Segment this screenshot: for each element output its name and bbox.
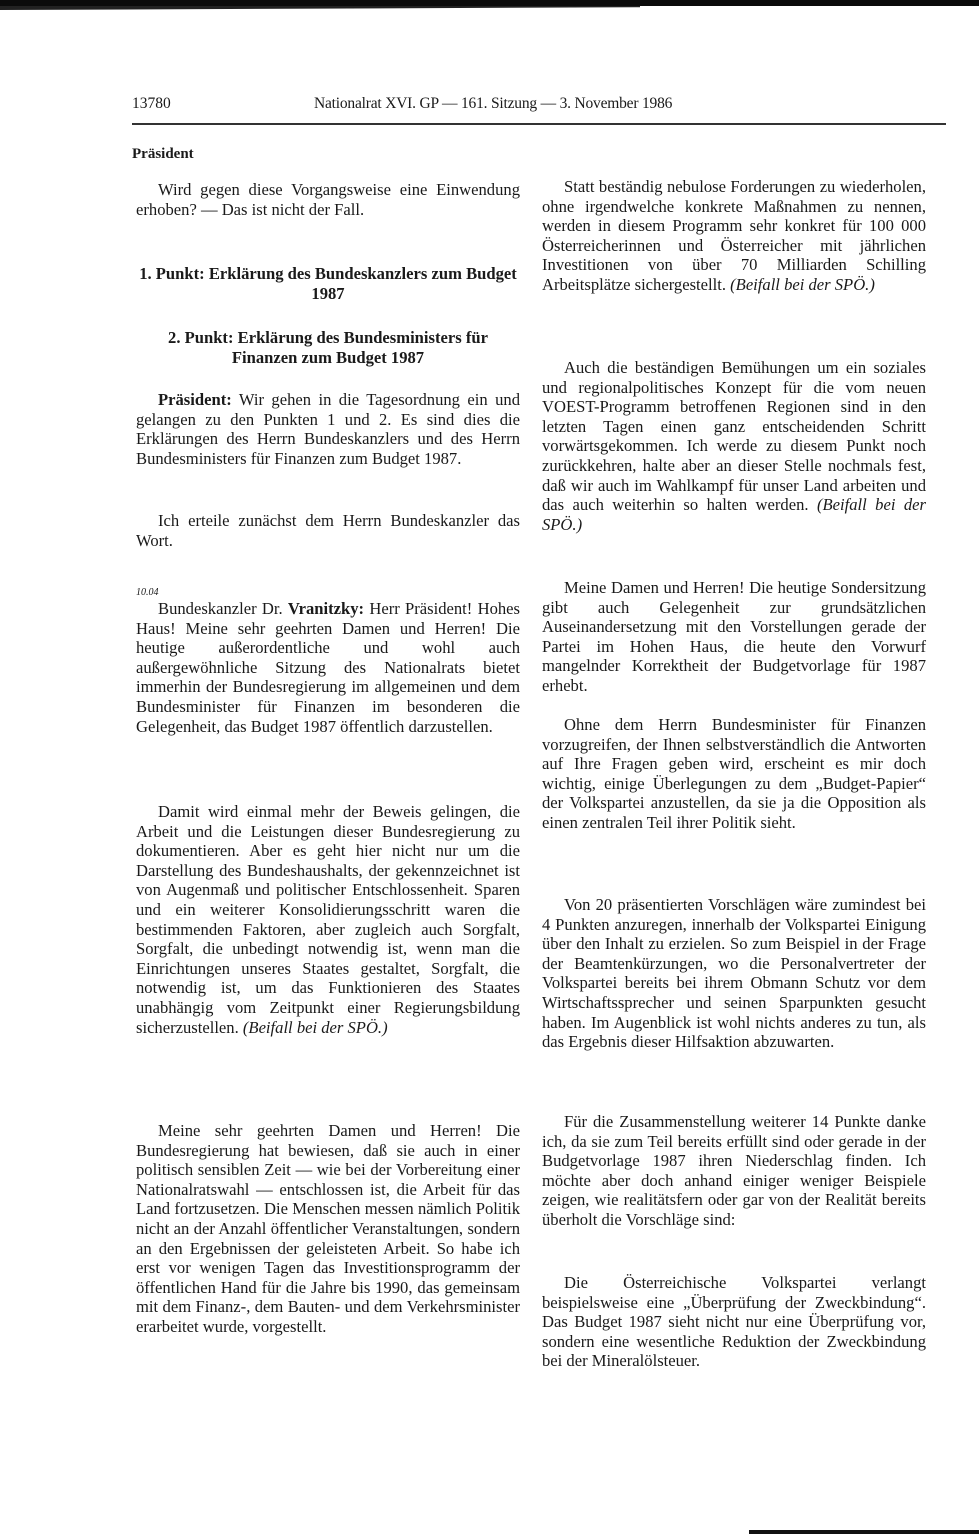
speaker-heading: Präsident <box>132 146 194 162</box>
running-head: Nationalrat XVI. GP — 161. Sitzung — 3. November 1986 <box>314 95 673 112</box>
paragraph-text: Damit wird einmal mehr der Beweis gelingen, die Arbeit und die Leistungen dieser Bundesregierung zu dokumentieren. Aber es geht hier nicht nur um die Darstellung des Bundeshaushalts, der gekennzeichnet ist von Augenmaß und politischer Entschlossenheit. Sparen und ein weiterer Konsolidierungsschritt waren die bestimmenden Faktoren, aber zugleich auch Sorgfalt, Sorgfalt, die unbedingt notwendig ist, wenn man die Einrichtungen unseres Staates gestaltet, Sorgfalt, die notwendig ist, um das Funktionieren des Staates unabhängig vom Zeitpunkt einer Regierungsbildung sicherzustellen. <box>136 802 520 1037</box>
paragraph: Meine Damen und Herren! Die heutige Sondersitzung gibt auch Gelegenheit zur grundsätzlichen Auseinandersetzung mit den Vorstellungen gerade der Partei im Hohen Haus, die heute den Vorwurf mangelnder Korrektheit der Budgetvorlage für 1987 erhebt. <box>542 578 926 695</box>
paragraph <box>136 802 520 1037</box>
page-number: 13780 <box>132 95 171 112</box>
paragraph-president <box>136 390 520 468</box>
paragraph <box>542 177 926 295</box>
paragraph: Die Österreichische Volkspartei verlangt beispielsweise eine „Überprüfung der Zweckbindung“. Das Budget 1987 sieht nicht nur eine Überprüfung vor, sondern eine wesentliche Reduktion der Zweckbindung bei der Mineralölsteuer. <box>542 1273 926 1371</box>
page-header <box>132 93 946 117</box>
speaker-name: Präsident: <box>158 390 232 409</box>
paragraph: Meine sehr geehrten Damen und Herren! Die Bundesregierung hat bewiesen, daß sie auch in einer politisch sensiblen Zeit — wie bei der Vorbereitung einer Nationalratswahl — entschlossen ist, die Arbeit für das Land fortzusetzen. Die Menschen messen nämlich Politik nicht an der Anzahl öffentlicher Veranstaltungen, sondern an den Ergebnissen der geleisteten Arbeit. So habe ich erst vor wenigen Tagen das Investitionsprogramm der öffentlichen Hand für die Jahre bis 1990, das gemeinsam mit dem Finanz-, dem Bauten- und dem Verkehrsminister erarbeitet wurde, vorgestellt. <box>136 1121 520 1336</box>
paragraph: Ich erteile zunächst dem Herrn Bundeskanzler das Wort. <box>136 511 520 550</box>
scan-border-shadow <box>0 6 640 10</box>
scan-border-bottom <box>749 1530 979 1534</box>
scan-border-top <box>0 0 979 6</box>
paragraph: Für die Zusammenstellung weiterer 14 Punkte danke ich, da sie zum Teil bereits erfüllt sind oder gerade in der Budgetvorlage 1987 ihren Niederschlag finden. Ich möchte aber doch anhand einiger weniger Beispiele zeigen, wie realitätsfern oder gar von der Realität bereits überholt die Vorschläge sind: <box>542 1112 926 1229</box>
paragraph <box>542 358 926 534</box>
applause-note: (Beifall bei der SPÖ.) <box>242 1017 388 1037</box>
paragraph-text: Wir gehen in die Tagesordnung ein und gelangen zu den Punkten 1 und 2. Es sind dies die Erklärungen des Herrn Bundeskanzlers und des Herrn Bundesministers für Finanzen zum Budget 1987. <box>136 390 520 468</box>
speaker-title: Bundeskanzler Dr. <box>158 599 288 618</box>
header-rule <box>132 123 946 125</box>
applause-note: (Beifall bei der SPÖ.) <box>542 495 926 534</box>
speech-block <box>136 587 520 736</box>
agenda-item-1: 1. Punkt: Erklärung des Bundeskanzlers zum Budget 1987 <box>139 264 517 303</box>
applause-note: (Beifall bei der SPÖ.) <box>730 274 875 294</box>
speaker-name: Vranitzky: <box>287 599 365 618</box>
paragraph-text: Statt beständig nebulose Forderungen zu wiederholen, ohne irgendwelche konkrete Maßnahmen zu nennen, werden in diesem Programm sehr konkret für 100 000 Österreicherinnen und Österreicher mit jährlichen Investitionen von über 70 Milliarden Schilling Arbeitsplätze sichergestellt. <box>542 177 926 294</box>
agenda-item-2: 2. Punkt: Erklärung des Bundesministers für Finanzen zum Budget 1987 <box>168 328 488 367</box>
paragraph: Wird gegen diese Vorgangsweise eine Einwendung erhoben? — Das ist nicht der Fall. <box>136 180 520 219</box>
paragraph-text: Herr Präsident! Hohes Haus! Meine sehr geehrten Damen und Herren! Die heutige außerordentliche und wohl auch außergewöhnliche Sitzung des Nationalrats bietet immerhin der Bundesregierung im allgemeinen und dem Bundesminister für Finanzen im besonderen die Gelegenheit, das Budget 1987 öffentlich darzustellen. <box>136 599 520 736</box>
paragraph: Von 20 präsentierten Vorschlägen wäre zumindest bei 4 Punkten anzuregen, innerhalb der Volkspartei Einigung über den Inhalt zu erzielen. So zum Beispiel in der Frage der Beamtenkürzungen, wo die Personalvertreter der Volkspartei bereits bei ihrem Obmann Schutz vor dem Wirtschaftssprecher und seinen Sparpunkten gesucht haben. Im Augenblick ist wohl nichts anderes zu tun, als das Ergebnis dieser Hilfsaktion abzuwarten. <box>542 895 926 1052</box>
paragraph: Ohne dem Herrn Bundesminister für Finanzen vorzugreifen, der Ihnen selbstverständlich die Antworten auf Ihre Fragen geben wird, erscheint es mir doch wichtig, einige Überlegungen zu dem „Budget-Papier“ der Volkspartei anzustellen, da sie ja die Opposition als einen zentralen Teil ihrer Politik sieht. <box>542 715 926 832</box>
timecode: 10.04 <box>136 587 159 598</box>
paragraph-chancellor <box>136 599 520 736</box>
paragraph-text: Auch die beständigen Bemühungen um ein soziales und regionalpolitisches Konzept für die vom neuen VOEST-Programm betroffenen Regionen sind in den letzten Tagen einen ganz entscheidenden Schritt vorwärtsgekommen. Ich werde zu diesem Punkt noch zurückkehren, halte aber an dieser Stelle nochmals fest, daß wir auch im Wahlkampf für unser Land arbeiten und das auch weiterhin so halten werden. <box>542 358 926 515</box>
